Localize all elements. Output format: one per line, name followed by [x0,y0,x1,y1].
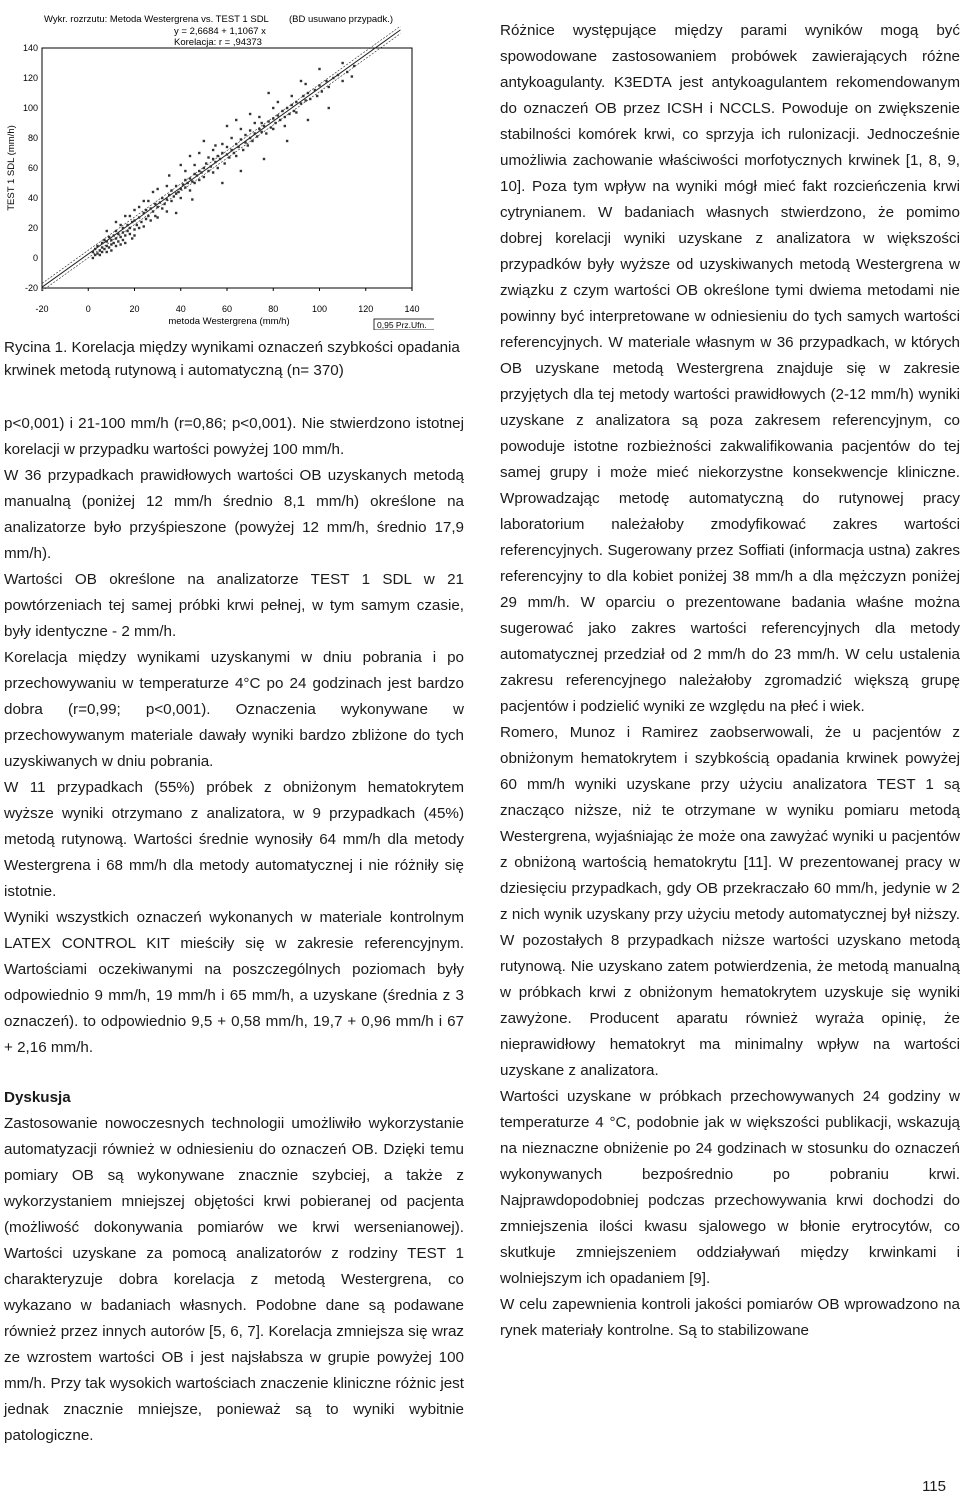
data-point [115,221,117,223]
data-point [140,221,142,223]
data-point [219,158,221,160]
data-point [166,185,168,187]
data-point [284,116,286,118]
data-point [112,234,114,236]
data-point [302,95,304,97]
data-point [228,156,230,158]
data-point [235,119,237,121]
data-point [207,156,209,158]
data-point [284,125,286,127]
data-point [122,231,124,233]
data-point [200,171,202,173]
data-point [149,207,151,209]
data-point [110,249,112,251]
data-point [265,132,267,134]
data-point [99,254,101,256]
data-point [138,206,140,208]
data-point [143,225,145,227]
right-column [500,18,960,1344]
data-point [147,200,149,202]
data-point [291,104,293,106]
data-point [318,68,320,70]
data-point [156,206,158,208]
data-point [106,230,108,232]
data-point [272,128,274,130]
data-point [207,170,209,172]
data-point [166,198,168,200]
data-point [217,155,219,157]
data-point [221,182,223,184]
data-point [251,140,253,142]
data-point [166,210,168,212]
data-point [175,212,177,214]
paragraph: W celu zapewnienia kontroli jakości pomiarów OB wprowadzono na rynek materiały kontrolne. Są to stabilizowane [500,1296,960,1339]
data-point [267,120,269,122]
y-tick-label: 20 [27,223,38,233]
data-point [217,167,219,169]
data-point [214,144,216,146]
data-point [237,146,239,148]
x-tick-label: 80 [268,304,279,314]
data-point [272,117,274,119]
paragraph: Romero, Munoz i Ramirez zaobserwowali, że u pacjentów z obniżonym hematokrytem i szybkością opadania krwinek powyżej 60 mm/h wyniki uzyskane przy użyciu analizatora TEST 1 są znacząco niższe, niż te otrzymane w wyniku pomiaru metodą Westergrena, wyjaśniając że może ona zawyżać wyniki u pacjentów z obniżoną wartością hematokrytu [11]. W prezentowanej pracy w dziesięciu przypadkach, gdy OB przekraczało 60 mm/h, jedynie w 2 z nich wynik uzyskany przy użyciu metody automatycznej był niższy. W pozostałych 8 przypadkach niższe wartości uzyskano metodą rutynową. Nie uzyskano zatem potwierdzenia, że metodą manualną w próbkach krwi z obniżonym hematokrytem uzyskuje się wyniki zawyżone. Producent aparatu również wyraża opinię, że nieprawidłowy hematokryt ma minimalny wpływ na wartości uzyskane z analizatora. [500,724,960,1079]
y-tick-label: 100 [22,103,38,113]
x-tick-label: 40 [175,304,186,314]
x-tick-label: 20 [129,304,140,314]
data-point [226,146,228,148]
confidence-legend: 0,95 Prz.Ufn. [377,320,427,330]
data-point [210,165,212,167]
data-point [101,246,103,248]
data-point [119,243,121,245]
y-tick-label: -20 [24,283,38,293]
data-point [233,152,235,154]
data-point [221,152,223,154]
plot-area [42,48,412,288]
data-point [92,251,94,253]
page-number: 115 [922,1478,946,1495]
data-point [110,239,112,241]
y-tick-label: 140 [22,43,38,53]
data-point [180,188,182,190]
paragraph: Wartości OB określone na analizatorze TEST 1 SDL w 21 powtórzeniach tej samej próbki krwi pełnej, w tym samym czasie, były identyczne - 2 mm/h. [4,571,464,640]
y-tick-label: 0 [32,253,38,263]
data-point [170,200,172,202]
data-point [230,149,232,151]
data-point [126,230,128,232]
data-point [332,77,334,79]
data-point [235,155,237,157]
data-point [196,174,198,176]
data-point [110,243,112,245]
chart-note: (BD usuwano przypadk.) [289,14,394,25]
data-point [133,234,135,236]
data-point [260,122,262,124]
data-point [143,200,145,202]
data-point [293,110,295,112]
data-point [286,140,288,142]
data-point [353,65,355,67]
data-point [186,182,188,184]
data-point [203,140,205,142]
data-point [300,102,302,104]
data-point [101,242,103,244]
data-point [281,110,283,112]
data-point [168,174,170,176]
data-point [230,137,232,139]
data-point [133,209,135,211]
x-tick-label: 100 [311,304,328,314]
data-point [94,248,96,250]
data-point [103,239,105,241]
paragraph: W 11 przypadkach (55%) próbek z obniżonym hematokrytem wyższe wyniki otrzymano z analizatora, w 9 przypadkach (45%) metodą rutynową. Wartości średnie wynosiły 64 mm/h dla metody Westergrena i 68 mm/h dla metody automatycznej i nie różniły się istotnie. [4,779,464,900]
data-point [240,170,242,172]
data-point [328,86,330,88]
data-point [182,183,184,185]
data-point [249,137,251,139]
data-point [318,84,320,86]
paragraph: Wyniki wszystkich oznaczeń wykonanych w materiale kontrolnym LATEX CONTROL KIT mieściły się w zakresie referencyjnym. Wartościami oczekiwanymi na poszczególnych poziomach były odpowiednio 9 mm/h, 19 mm/h i 65 mm/h, a uzyskane (średnia z 3 oznaczeń). to odpowiednio 9,5 + 0,58 mm/h, 19,7 + 0,96 mm/h i 67 + 2,16 mm/h. [4,909,464,1056]
data-point [129,233,131,235]
data-point [106,245,108,247]
data-point [214,161,216,163]
data-point [258,116,260,118]
data-point [168,194,170,196]
data-point [152,191,154,193]
data-point [223,162,225,164]
data-point [124,242,126,244]
data-point [341,62,343,64]
x-tick-label: 140 [404,304,420,314]
data-point [307,119,309,121]
data-point [325,80,327,82]
chart-correlation: Korelacja: r = ,94373 [174,37,262,48]
data-point [189,177,191,179]
x-tick-label: 120 [358,304,374,314]
data-point [198,170,200,172]
data-point [122,227,124,229]
data-point [108,236,110,238]
data-point [212,171,214,173]
data-point [295,101,297,103]
data-point [198,179,200,181]
data-point [263,158,265,160]
data-point [103,248,105,250]
y-axis-label: TEST 1 SDL (mm/h) [6,125,17,211]
data-point [240,128,242,130]
data-point [291,95,293,97]
data-point [96,252,98,254]
data-point [156,216,158,218]
data-point [115,230,117,232]
data-point [189,155,191,157]
data-point [145,218,147,220]
data-point [304,99,306,101]
data-point [221,143,223,145]
data-point [270,126,272,128]
data-point [119,224,121,226]
data-point [198,152,200,154]
data-point [184,170,186,172]
figure-caption: Rycina 1. Korelacja między wynikami oznaczeń szybkości opadania krwinek metodą rutynową i automatyczną (n= 370) [4,339,460,379]
data-point [124,215,126,217]
data-point [131,221,133,223]
data-point [203,167,205,169]
paragraph: Zastosowanie nowoczesnych technologii umożliwiło wykorzystanie automatyzacji również w odniesieniu do oznaczeń OB. Dzięki temu pomiary OB są wykonywane znacznie szybciej, a także z wykorzystaniem mniejszej objętości krwi pobieranej od pacjenta (możliwość dokonywania pomiarów we krwi wersenianowej). Wartości uzyskane za pomocą analizatorów z rodziny TEST 1 charakteryzuje dobra korelacja z metodą Westergrena, co wykazano w badaniach własnych. Podobne dane są podawane również przez innych autorów [5, 6, 7]. Korelacja zmniejsza się wraz ze wzrostem wartości OB i jest najsłabsza w grupie powyżej 100 mm/h. Przy tak wysokich wartościach znaczenie kliniczne różnic jest jednak znacznie mniejsze, ponieważ są to wyniki wybitnie patologiczne. [4,1115,464,1444]
data-point [309,98,311,100]
y-tick-label: 60 [27,163,38,173]
data-point [173,195,175,197]
data-point [92,257,94,259]
data-point [106,251,108,253]
data-point [138,216,140,218]
data-point [117,240,119,242]
data-point [159,201,161,203]
data-point [170,189,172,191]
data-point [117,233,119,235]
x-tick-label: 60 [221,304,233,314]
data-point [244,141,246,143]
data-point [149,219,151,221]
data-point [180,197,182,199]
data-point [328,107,330,109]
data-point [129,227,131,229]
paragraph: p<0,001) i 21-100 mm/h (r=0,86; p<0,001). Nie stwierdzono istotnej korelacji w przypadku wartości powyżej 100 mm/h. [4,415,464,458]
data-point [300,80,302,82]
data-point [316,95,318,97]
data-point [133,219,135,221]
data-point [314,89,316,91]
data-point [193,164,195,166]
paragraph: W 36 przypadkach prawidłowych wartości OB uzyskanych metodą manualną (poniżej 12 mm/h średnio 8,1 mm/h) określone na analizatorze było przyśpieszone (powyżej 12 mm/h, średnio 17,9 mm/h). [4,467,464,562]
chart-title: Wykr. rozrzutu: Metoda Westergrena vs. TEST 1 SDL [44,14,269,25]
data-point [124,234,126,236]
data-point [307,92,309,94]
data-point [115,237,117,239]
section-heading: Dyskusja [4,1089,71,1106]
data-point [136,224,138,226]
data-point [119,236,121,238]
data-point [203,176,205,178]
data-point [267,92,269,94]
data-point [272,107,274,109]
data-point [112,242,114,244]
data-point [154,203,156,205]
data-point [191,180,193,182]
data-point [129,215,131,217]
data-point [258,128,260,130]
chart-equation: y = 2,6684 + 1,1067 x [174,26,266,37]
data-point [274,122,276,124]
data-point [295,111,297,113]
data-point [254,122,256,124]
data-point [193,173,195,175]
data-point [247,144,249,146]
data-point [143,212,145,214]
data-point [351,75,353,77]
data-point [279,119,281,121]
data-point [177,191,179,193]
data-point [286,107,288,109]
data-point [175,185,177,187]
data-point [175,192,177,194]
data-point [242,149,244,151]
data-point [122,239,124,241]
scatter-chart [4,8,434,330]
data-point [244,134,246,136]
data-point [260,131,262,133]
paragraph: Korelacja między wynikami uzyskanymi w dniu pobrania i po przechowywaniu w temperaturze 4°C po 24 godzinach jest bardzo dobra (r=0,99; p<0,001). Oznaczenia wykonywane w przechowywanym materiale dawały wyniki bardzo zbliżone do tych uzyskiwanych w dniu pobrania. [4,649,464,770]
data-point [256,135,258,137]
figure-scatter-plot [4,8,434,330]
data-point [108,246,110,248]
x-tick-label: -20 [35,304,49,314]
paragraph: Różnice występujące między parami wyników mogą być spowodowane zastosowaniem probówek zawierających różne antykoagulanty. K3EDTA jest antykoagulantem rekomendowanym do oznaczeń OB przez ICSH i NCCLS. Powoduje on zwiększenie stabilności komórek krwi, co sprzyja ich rulonizacji. Jednocześnie umożliwia zachowanie właściwości morfotycznych krwinek [1, 8, 9, 10]. Poza tym wpływ na wyniki mógł mieć fakt rozcieńczenia krwi cytrynianem. W badaniach własnych stwierdzono, że pomimo dobrej korelacji wyniki uzyskane z analizatora w większości przypadków były wyższe od uzyskiwanych metodą Westergrena w związku z czym wartości OB określone tymi dwiema metodami nie powinny być interpretowane w odniesieniu do tych samych wartości referencyjnych. W materiale własnym w 36 przypadkach, w których OB uzyskane metodą Westergrena znajduje się w zakresie przyjętych dla tej metody wartości prawidłowych (2-12 mm/h) wyniki uzyskane z analizatora są poza zakresem referencyjnym, co powoduje istotne rozbieżności zakwalifikowania pacjentów do tej samej grupy i może mieć niekorzystne konsekwencje kliniczne. Wprowadzając metodę automatyczną do rutynowej pracy laboratorium należałoby zmodyfikować zakres wartości referencyjnych. Sugerowany przez Soffiati (informacja ustna) zakres referencyjny to dla kobiet poniżej 38 mm/h a dla mężczyzn poniżej 29 mm/h. W oparciu o prezentowane badania właśne można sugerować jako zakres wartości referencyjnych dla metody automatycznej przedział od 2 mm/h do 23 mm/h. W celu ustalenia zakresu referencyjnego należałoby zgromadzić większą grupę pacjentów i podzielić wyniki ze względu na płeć i wiek. [500,22,960,715]
data-point [161,197,163,199]
data-point [184,186,186,188]
data-point [226,125,228,127]
data-point [189,189,191,191]
data-point [138,227,140,229]
x-axis-label: metoda Westergrena (mm/h) [168,316,290,327]
data-point [101,251,103,253]
data-point [96,245,98,247]
data-point [156,188,158,190]
data-point [254,132,256,134]
data-point [249,129,251,131]
data-point [152,210,154,212]
data-point [337,74,339,76]
data-point [341,80,343,82]
data-point [163,203,165,205]
data-point [131,237,133,239]
data-point [346,71,348,73]
data-point [191,198,193,200]
data-point [263,125,265,127]
data-point [126,224,128,226]
data-point [147,215,149,217]
data-point [288,113,290,115]
data-point [161,207,163,209]
data-point [277,101,279,103]
data-point [99,249,101,251]
left-column [4,336,464,1449]
data-point [133,228,135,230]
data-point [115,245,117,247]
data-point [277,114,279,116]
y-tick-label: 80 [27,133,38,143]
data-point [212,149,214,151]
data-point [94,254,96,256]
data-point [106,240,108,242]
data-point [304,83,306,85]
data-point [205,162,207,164]
data-point [249,113,251,115]
data-point [226,153,228,155]
x-tick-label: 0 [85,304,91,314]
data-point [240,138,242,140]
data-point [154,215,156,217]
y-tick-label: 120 [22,73,38,83]
data-point [180,164,182,166]
data-point [145,209,147,211]
data-point [321,90,323,92]
data-point [212,158,214,160]
data-point [235,143,237,145]
paragraph: Wartości uzyskane w próbkach przechowywanych 24 godziny w temperaturze 4 °C, podobnie jak w większości publikacji, wskazują na nieznaczne obniżenie po 24 godzinach w stosunku do oznaczeń wykonywanych bezpośrednio po pobraniu krwi. Najprawdopodobniej podczas przechowywania krwi dochodzi do zmniejszenia ilości kwasu sjalowego w błonie erytrocytów, co skutkuje zmniejszeniem oddziaływań między krwinkami i wolniejszym ich opadaniem [9]. [500,1088,960,1287]
data-point [193,182,195,184]
data-point [184,179,186,181]
y-tick-label: 40 [27,193,38,203]
